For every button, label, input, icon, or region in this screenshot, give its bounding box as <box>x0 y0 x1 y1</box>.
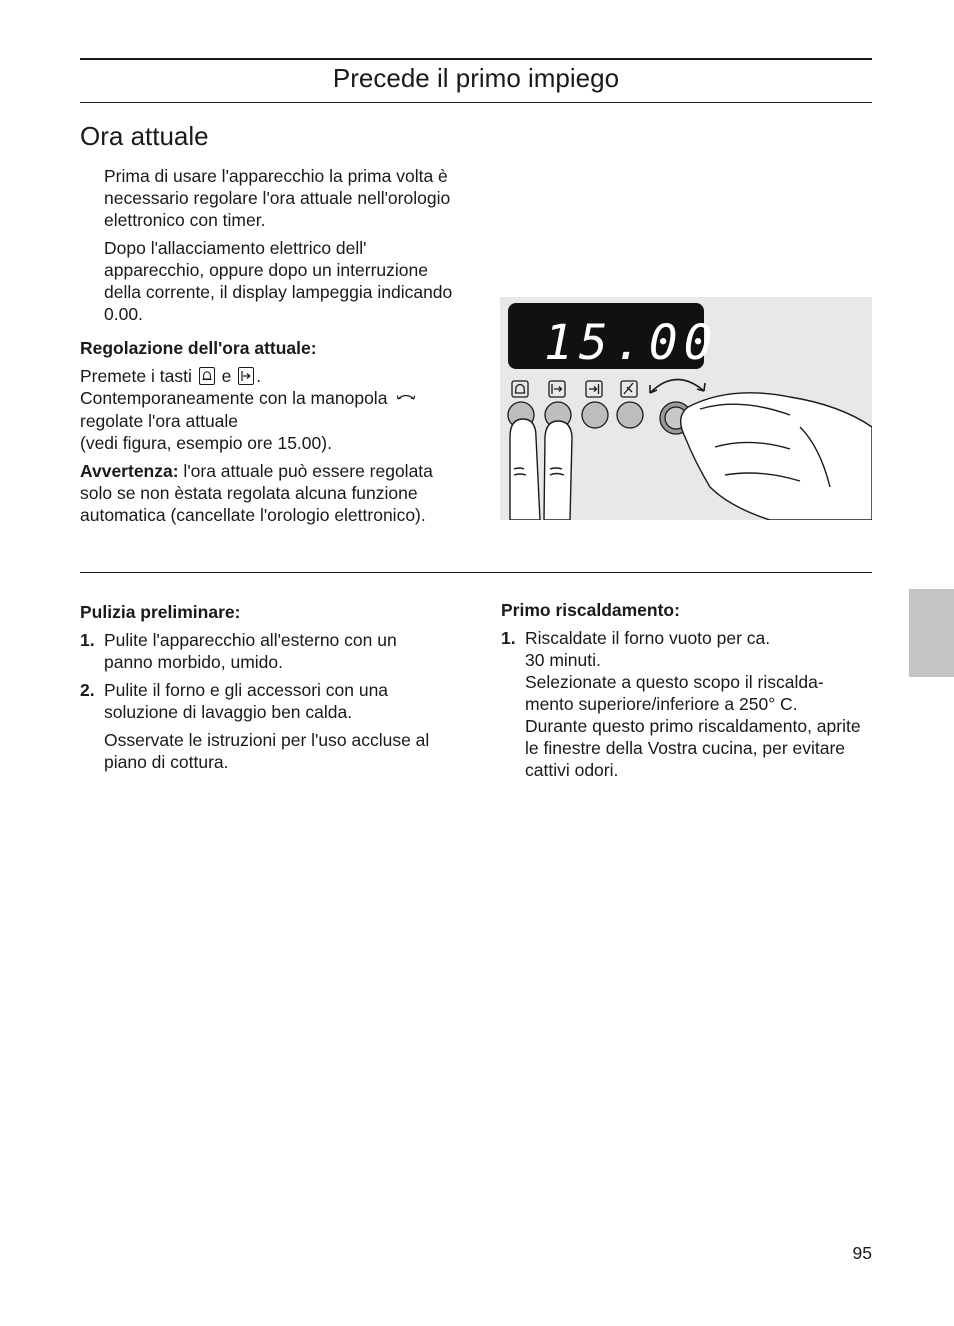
warning-text: l'ora attuale può essere regolata solo se non èstata regolata alcuna funzione automatica (cancellate l'orologio elettronico). <box>80 461 433 525</box>
cleaning-item-number: 2. <box>80 680 95 700</box>
cleaning-block <box>80 601 450 773</box>
button-3 <box>582 402 608 428</box>
bell-icon <box>199 367 215 385</box>
section-separator <box>80 572 872 573</box>
intro-paragraph-1: Prima di usare l'apparecchio la prima volta è necessario regolare l'ora attuale nell'orologio elettronico con timer. <box>104 166 451 230</box>
setting-line-1 <box>80 365 460 387</box>
cleaning-heading: Pulizia preliminare: <box>80 602 241 622</box>
heating-list <box>501 627 872 781</box>
heating-line-3: Selezionate a questo scopo il riscalda-mento superiore/inferiore a 250° C. <box>525 672 824 714</box>
cleaning-note: Osservate le istruzioni per l'uso accluse al piano di cottura. <box>104 730 430 772</box>
header-bottom-rule <box>80 102 872 103</box>
cleaning-item <box>80 629 450 673</box>
page-number: 95 <box>852 1243 872 1263</box>
intro-paragraph-2: Dopo l'allacciamento elettrico dell' apparecchio, oppure dopo un interruzione della corrente, il display lampeggia indicando 0.00. <box>104 238 453 324</box>
chapter-tab-marker <box>909 589 954 677</box>
cleaning-item-number: 1. <box>80 630 95 650</box>
setting-heading: Regolazione dell'ora attuale: <box>80 338 317 358</box>
cleaning-item-text: Pulite il forno e gli accessori con una soluzione di lavaggio ben calda. <box>104 680 389 722</box>
page-header-title: Precede il primo impiego <box>332 63 620 93</box>
heating-line-2: 30 minuti. <box>525 650 601 670</box>
knob-rotate-icon <box>396 388 416 410</box>
start-time-icon <box>238 367 254 385</box>
heating-line-4: Durante questo primo riscaldamento, aprite le finestre della Vostra cucina, per evitare cattivi odori. <box>525 716 861 780</box>
control-panel-illustration <box>500 297 872 520</box>
display-readout: 15.00 <box>544 315 719 371</box>
cleaning-item <box>80 679 450 723</box>
section-title: Ora attuale <box>80 121 209 151</box>
warning-paragraph <box>80 460 460 526</box>
setting-line-1-a: Premete i tasti <box>80 366 192 386</box>
cleaning-list <box>80 629 450 723</box>
setting-line-2-text: Contemporaneamente con la manopola <box>80 388 388 408</box>
heating-block <box>501 599 872 781</box>
setting-line-1-b: e <box>221 366 232 386</box>
heating-line-1: Riscaldate il forno vuoto per ca. <box>525 628 771 648</box>
warning-label: Avvertenza: <box>80 461 179 481</box>
setting-line-3: regolate l'ora attuale <box>80 411 239 431</box>
finger-right <box>544 421 572 520</box>
heating-heading: Primo riscaldamento: <box>501 600 680 620</box>
setting-line-2 <box>80 387 460 410</box>
heating-item <box>501 627 872 781</box>
setting-line-4: (vedi figura, esempio ore 15.00). <box>80 433 332 453</box>
setting-line-1-c: . <box>256 366 262 386</box>
cleaning-item-text: Pulite l'apparecchio all'esterno con un panno morbido, umido. <box>104 630 397 672</box>
control-panel-figure <box>500 297 872 520</box>
intro-block <box>80 165 460 526</box>
heating-item-number: 1. <box>501 628 516 648</box>
button-4 <box>617 402 643 428</box>
header-top-rule <box>80 58 872 60</box>
